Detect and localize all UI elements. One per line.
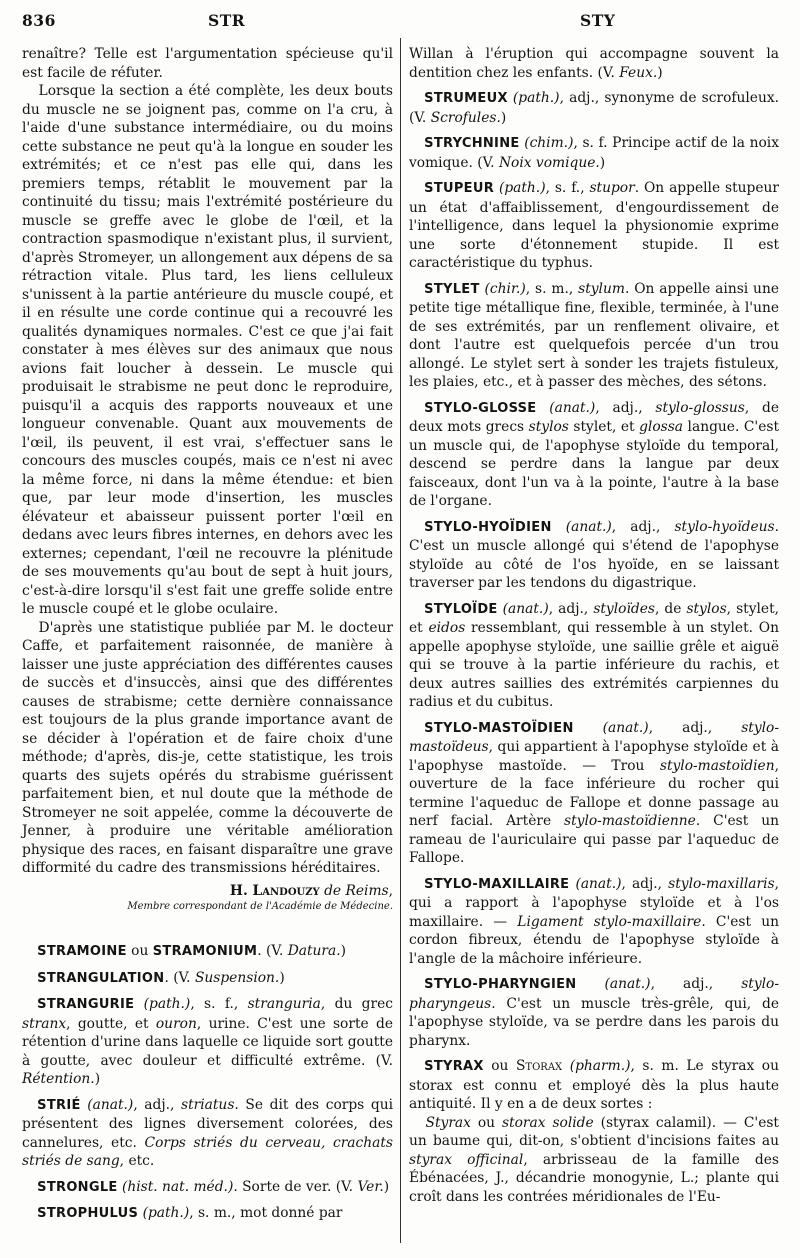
headword: STRANGURIE [37,997,135,1012]
headword: STRUMEUX [424,91,508,106]
author-signature: H. Landouzy de Reims, [229,882,393,899]
entry-stylo-mastoidien: STYLO-MASTOÏDIEN (anat.), adj., stylo-mastoïdeus, qui appartient à l'apophyse styloïde et à l'apophyse mastoïde. — Trou stylo-mastoïdien, ouverture de la face inférieure du rocher qui termine l'aqueduc de Fallope et donne passage au nerf facial. Artère stylo-mastoïdienne. C'est un rameau de l'auriculaire qui passe par l'aqueduc de Fallope. [409,719,780,866]
headword: STYLO-MASTOÏDIEN [424,720,574,736]
headword: STYRAX [424,1059,484,1074]
entry-strongle: STRONGLE (hist. nat. méd.). Sorte de ver. (V. Ver.) [37,1178,390,1195]
entry-strangulation: STRANGULATION. (V. Suspension.) [37,969,285,986]
entry-stylo-glosse: STYLO-GLOSSE (anat.), adj., stylo-glossus, de deux mots grecs stylos stylet, et glossa langue. C'est un muscle qui, de l'apophyse styloïde du temporal, descend se perdre dans la langue par deux faisceaux, dont l'un va à la pointe, l'autre à la base de l'organe. [409,399,780,509]
right-column [409,45,779,1206]
headword: STYLO-HYOÏDIEN [424,519,552,535]
entry-strumeux: STRUMEUX (path.), adj., synonyme de scrofuleux. (V. Scrofules.) [409,90,779,126]
headword: STYLO-GLOSSE [424,400,537,416]
headword: STRAMOINE [37,944,127,959]
entry-styrax: STYRAX ou Storax (pharm.), s. m. Le styrax ou storax est connu et employé dès la plus haute antiquité. Il y en a de deux sortes : [409,1058,779,1112]
right-running-head: STY [580,11,616,30]
headword: STROPHULUS [37,1206,139,1221]
author-place: de Reims [324,882,389,899]
entry-strychnine: STRYCHNINE (chim.), s. f. Principe actif de la noix vomique. (V. Noix vomique.) [409,135,779,171]
article-paragraph: D'après une statistique publiée par M. le docteur Caffe, et parfaitement raisonnée, de manière à laisser une juste appréciation des différentes causes de succès et d'insuccès, ainsi que des différentes causes de strabisme; cette dernière connaissance est toujours de la plus grande importance avant de se décider à l'opération et de faire choix d'une méthode; d'après, dis-je, cette statistique, les trois quarts des sujets opérés du strabisme guérissent parfaitement bien, et nul doute que la méthode de Stromeyer ne soit appelée, comme la découverte de Jenner, à produire une véritable amélioration physique des races, en faisant disparaître une grave difformité du cadre des transmissions héréditaires. [22,619,393,876]
headword: STYLET [424,281,480,297]
entry-strophulus: STROPHULUS (path.), s. m., mot donné par [37,1205,343,1221]
entry-stylo-pharyngien: STYLO-PHARYNGIEN (anat.), adj., stylo-pharyngeus. C'est un muscle très-grêle, qui, de l'apophyse styloïde, va se perdre dans les parois du pharynx. [409,976,780,1049]
entry-strie: STRIÉ (anat.), adj., striatus. Se dit des corps qui présentent des lignes diversement colorées, des cannelures, etc. Corps striés du cerveau, crachats striés de sang, etc. [22,1096,394,1169]
entry-stramoine: STRAMOINE ou STRAMONIUM. (V. Datura.) [37,943,347,959]
headword: STRYCHNINE [424,136,520,151]
column-divider [400,38,401,1243]
headword: STRAMONIUM [152,944,258,959]
author-name: H. Landouzy [229,882,320,899]
headword: STUPEUR [424,181,495,196]
continuation-text: renaître? Telle est l'argumentation spécieuse qu'il est facile de réfuter. [22,46,393,81]
headword: STYLO-PHARYNGIEN [424,977,577,992]
left-column [22,45,393,1224]
headword: STYLO-MAXILLAIRE [424,876,570,892]
left-running-head: STR [208,11,246,30]
author-affiliation: Membre correspondant de l'Académie de Médecine. [127,901,393,912]
headword: STRANGULATION [37,970,165,986]
article-paragraph: Lorsque la section a été complète, les deux bouts du muscle ne se joignent pas, comme on l'a cru, à l'aide d'une substance intermédiaire, ou du moins cette substance ne peut qu'à la longue en souder les extrémités; et ce n'est pas elle qui, dans les premiers temps, rétablit le mouvement par la continuité du tissu; mais l'extrémité postérieure du muscle se greffe avec le globe de l'œil, et la contraction spasmodique n'existant plus, il survient, d'après Stromeyer, un allongement aux dépens de sa rétraction vitale. Plus tard, les liens celluleux s'unissent à la partie antérieure du muscle coupé, et il en résulte une corde continue qui a recouvré les qualités dynamiques normales. C'est ce que j'ai fait constater à mes élèves sur des animaux que nous avions fait loucher à dessein. Le muscle qui produisait le strabisme ne peut donc le reproduire, puisqu'il a acquis des rapports nouveaux et une longueur convenable. Quant aux mouvements de l'œil, ils peuvent, il est vrai, s'effectuer sans le concours des muscles coupés, mais ce n'est ni avec la même force, ni dans la même étendue: et bien que, par leur mode d'insertion, les muscles élévateur et abaisseur puissent porter l'œil en dedans avec leurs fibres internes, en dehors avec les externes; cependant, l'œil ne recouvre la plénitude de ses mouvements qu'au bout de sept à huit jours, c'est-à-dire lorsqu'il s'est fait une greffe solide entre le muscle coupé et le globe oculaire. [22,83,393,617]
page-number: 836 [22,11,56,30]
headword: STRONGLE [37,1179,118,1195]
entry-strangurie: STRANGURIE (path.), s. f., stranguria, du grec stranx, goutte, et ouron, urine. C'est une sorte de rétention d'urine dans laquelle ce liquide sort goutte à goutte, avec douleur et difficulté extrême. (V. Rétention.) [22,996,394,1087]
entry-stylet: STYLET (chir.), s. m., stylum. On appelle ainsi une petite tige métallique fine, flexible, terminée, à l'une de ses extrémités, par un renflement olivaire, et dont l'autre est quelquefois percée d'un trou allongé. Le stylet sert à sonder les trajets fistuleux, les plaies, etc., et à passer des mèches, des sétons. [409,280,779,390]
entry-stupeur: STUPEUR (path.), s. f., stupor. On appelle stupeur un état d'affaiblissement, d'engourdissement de l'intelligence, dans lequel la physionomie exprime une sorte d'étonnement stupide. Il est caractéristique du typhus. [409,180,779,271]
continuation-text: Willan à l'éruption qui accompagne souvent la dentition chez les enfants. (V. Feux.) [409,46,779,81]
styrax-solide-paragraph: Styrax ou storax solide (styrax calamil). — C'est un baume qui, dit-on, s'obtient d'incisions faites au styrax officinal, arbrisseau de la famille des Ébénacées, J., décandrie monogynie, L.; plante qui croît dans les contrées méridionales de l'Eu- [409,1114,779,1205]
headword: STRIÉ [37,1097,81,1113]
headword: STYLOÏDE [424,601,498,617]
entry-styloide: STYLOÏDE (anat.), adj., styloïdes, de stylos, stylet, et eidos ressemblant, qui ressemble à un stylet. On appelle apophyse styloïde, une saillie grêle et aiguë qui se trouve à la partie inférieure du rachis, et deux autres saillies des extrémités carpiennes du radius et du cubitus. [409,600,780,710]
entry-stylo-maxillaire: STYLO-MAXILLAIRE (anat.), adj., stylo-maxillaris, qui a rapport à l'apophyse styloïde et à l'os maxillaire. — Ligament stylo-maxillaire. C'est un cordon fibreux, étendu de l'apophyse styloïde à l'angle de la mâchoire inférieure. [409,875,779,967]
entry-stylo-hyoidien: STYLO-HYOÏDIEN (anat.), adj., stylo-hyoïdeus. C'est un muscle allongé qui s'étend de l'apophyse styloïde au côté de l'os hyoïde, en se laissant traverser par les tendons du digastrique. [409,518,780,591]
